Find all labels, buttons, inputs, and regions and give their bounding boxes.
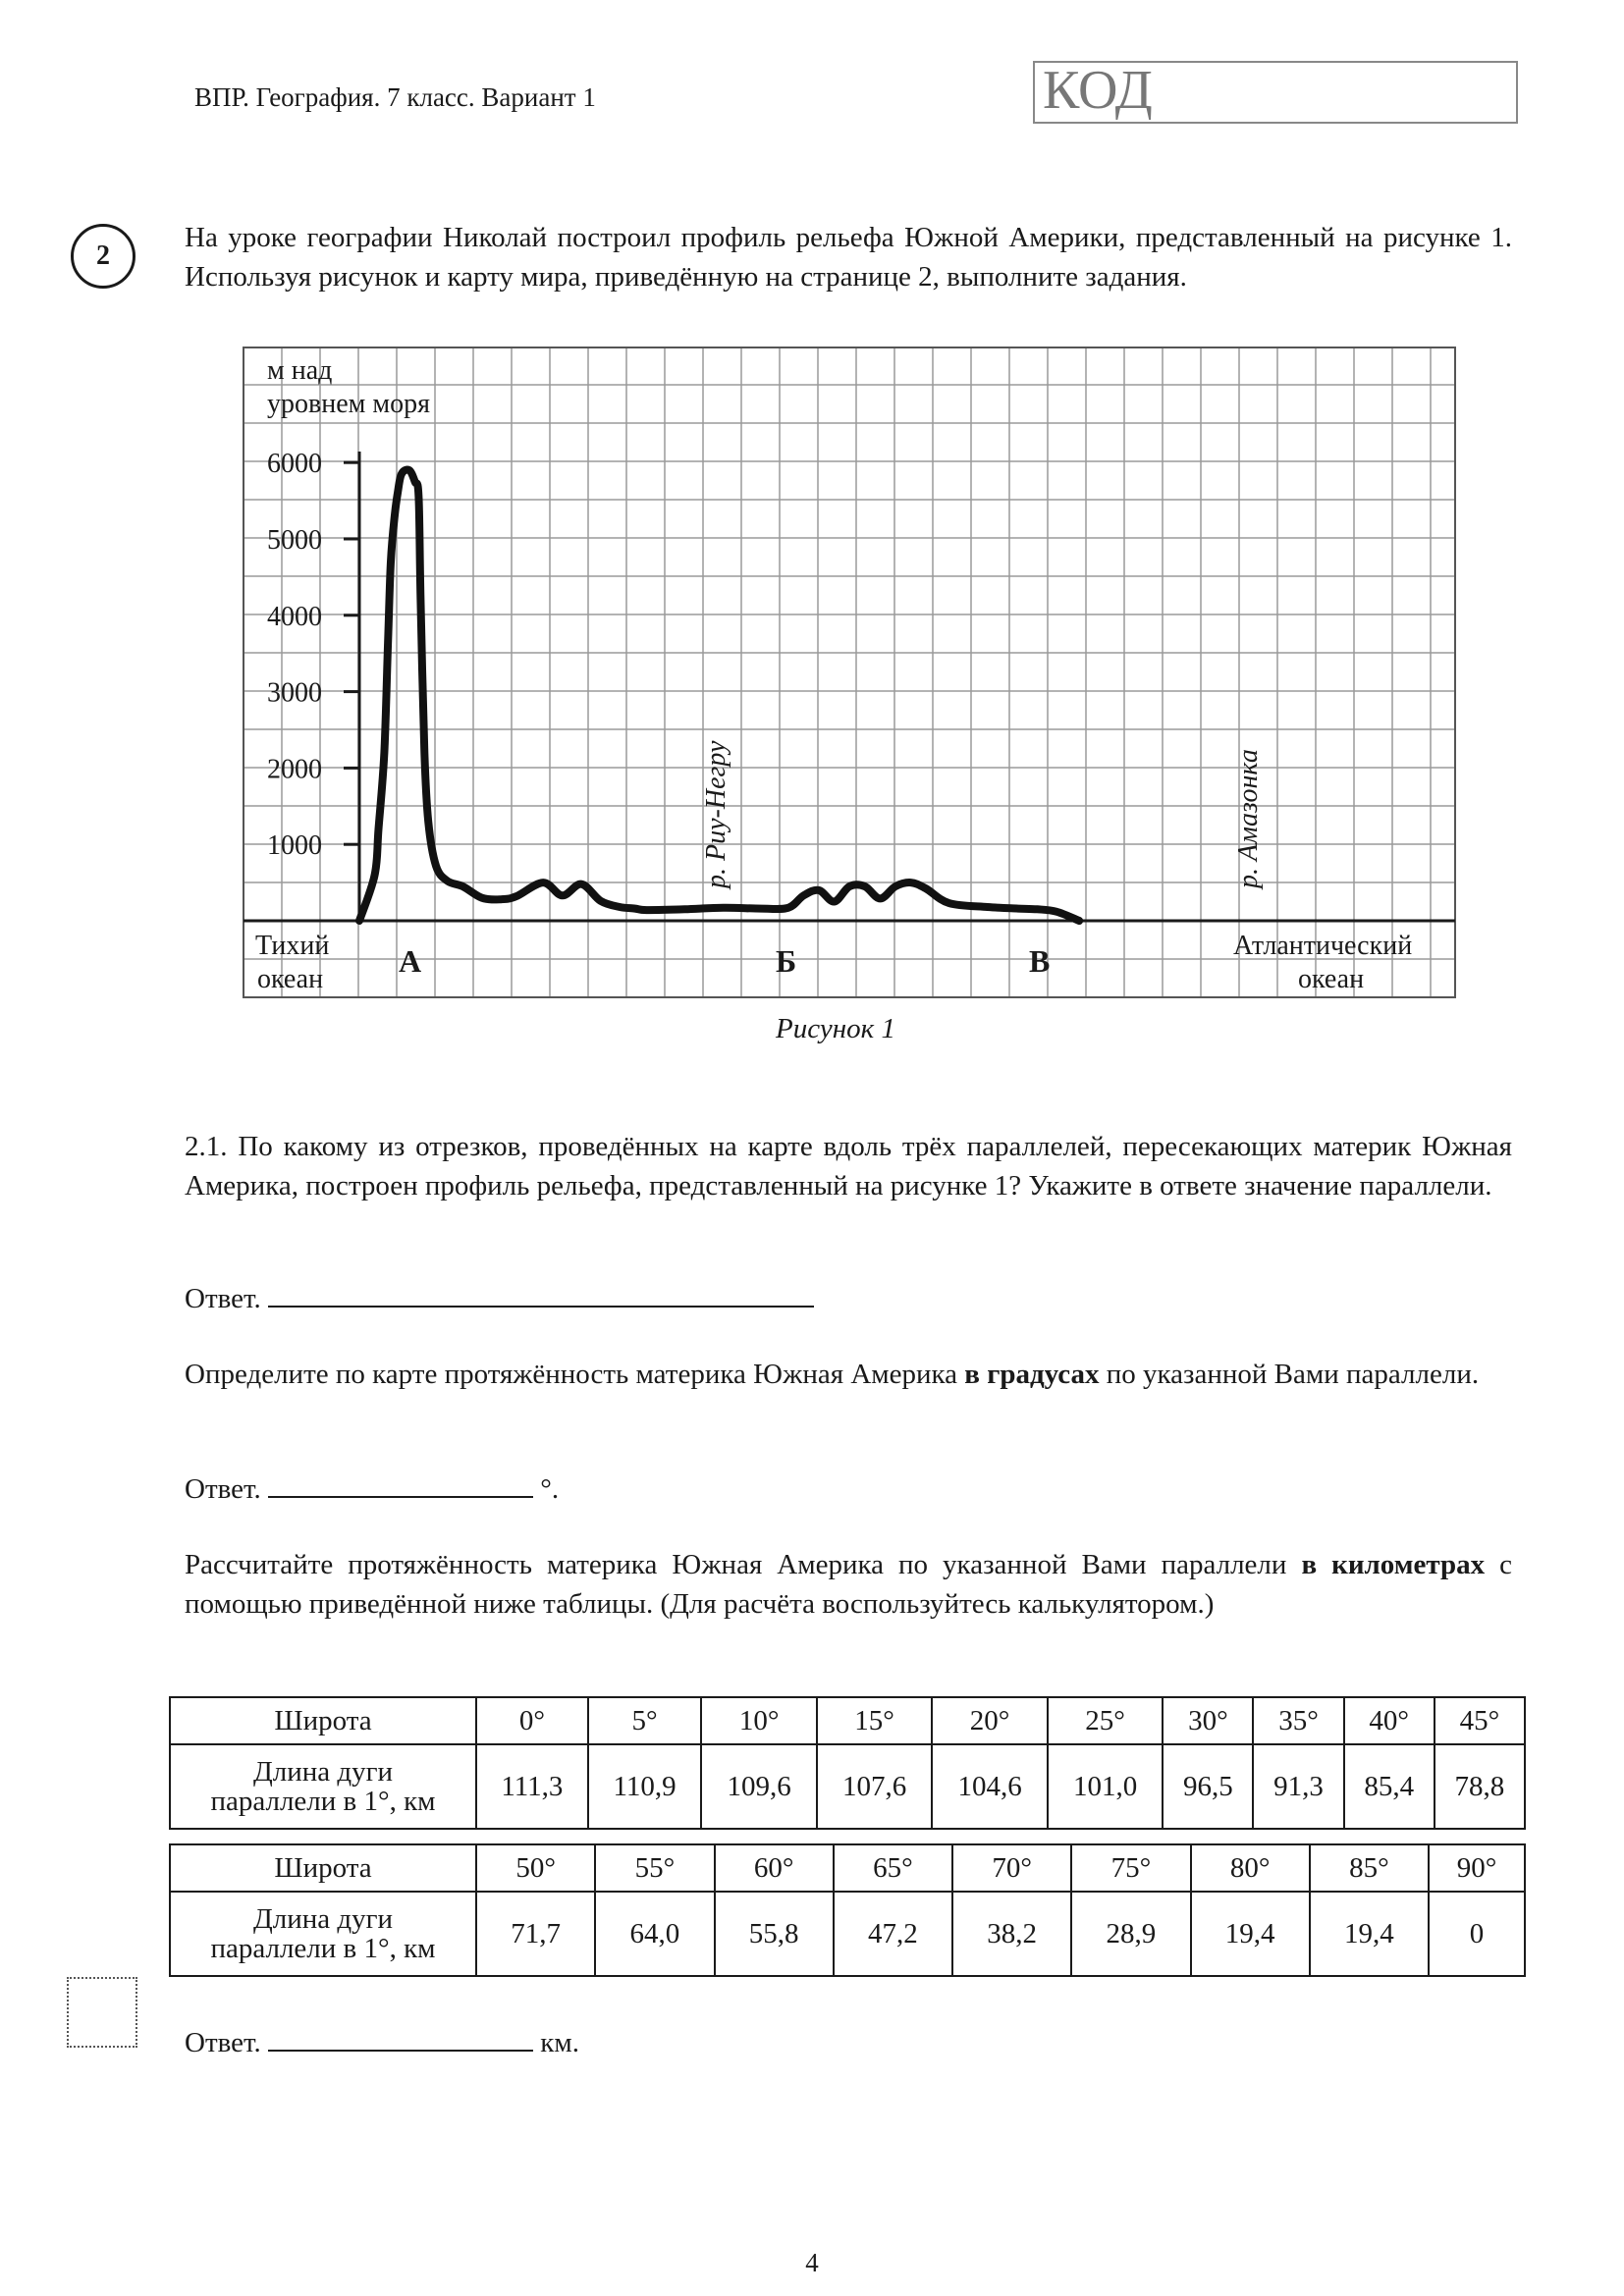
table-cell-arc-length: 0 bbox=[1429, 1892, 1525, 1976]
arc-header-line2: параллели в 1°, км bbox=[210, 1786, 436, 1817]
question-km-part1: Рассчитайте протяжённость материка Южная Америка по указанной Вами параллели bbox=[185, 1549, 1302, 1580]
table-cell-latitude: 55° bbox=[595, 1844, 714, 1892]
table-cell-arc-length: 64,0 bbox=[595, 1892, 714, 1976]
table-row-arc-length bbox=[170, 1744, 1525, 1829]
table-cell-latitude: 85° bbox=[1310, 1844, 1429, 1892]
river-label-rio-negro: р. Риу-Негру bbox=[701, 740, 731, 888]
table-cell-latitude: 70° bbox=[952, 1844, 1071, 1892]
question-degrees-bold: в градусах bbox=[964, 1359, 1100, 1390]
atlantic-ocean-label-line2: океан bbox=[1298, 964, 1365, 994]
score-box[interactable] bbox=[67, 1977, 137, 2048]
segment-label-a: А bbox=[399, 943, 422, 979]
table-cell-arc-length: 78,8 bbox=[1435, 1744, 1525, 1829]
header-title: ВПР. География. 7 класс. Вариант 1 bbox=[194, 82, 596, 112]
table-cell-latitude: 50° bbox=[476, 1844, 595, 1892]
figure-caption: Рисунок 1 bbox=[776, 1013, 895, 1044]
table-cell-arc-length: 111,3 bbox=[476, 1744, 588, 1829]
y-axis-tick-label: 4000 bbox=[267, 601, 322, 632]
pacific-ocean-label-line2: океан bbox=[257, 964, 324, 994]
river-label-amazon: р. Амазонка bbox=[1233, 749, 1264, 888]
arc-header-line1: Длина дуги bbox=[252, 1903, 394, 1935]
answer-line-parallel bbox=[185, 1278, 814, 1315]
table-cell-arc-length: 28,9 bbox=[1071, 1892, 1190, 1976]
question-degrees bbox=[185, 1355, 1512, 1394]
relief-profile-chart bbox=[0, 0, 1624, 1080]
table-cell-arc-length: 110,9 bbox=[588, 1744, 702, 1829]
question-km bbox=[185, 1545, 1512, 1624]
table-cell-latitude: 35° bbox=[1253, 1697, 1343, 1744]
table-cell-arc-length: 19,4 bbox=[1310, 1892, 1429, 1976]
y-axis-tick-label: 6000 bbox=[267, 449, 322, 480]
answer-line-km bbox=[185, 2022, 579, 2059]
answer-field-parallel[interactable] bbox=[268, 1278, 814, 1308]
table-cell-latitude: 40° bbox=[1344, 1697, 1435, 1744]
y-axis-tick-label: 5000 bbox=[267, 525, 322, 556]
y-axis-label-line1: м над bbox=[267, 355, 333, 386]
answer-label: Ответ. bbox=[185, 2027, 261, 2058]
question-2-1: 2.1. По какому из отрезков, проведённых на карте вдоль трёх параллелей, пересекающих материк Южная Америка, построен профиль рельефа, представленный на рисунке 1? Укажите в ответе значение параллели. bbox=[185, 1131, 1512, 1201]
question-degrees-part1: Определите по карте протяжённость материка Южная Америка bbox=[185, 1359, 965, 1390]
table-cell-latitude: 0° bbox=[476, 1697, 588, 1744]
table-cell-arc-length: 107,6 bbox=[817, 1744, 932, 1829]
km-mark: км. bbox=[540, 2027, 579, 2058]
code-label: КОД bbox=[1043, 60, 1153, 121]
table-cell-latitude: 80° bbox=[1191, 1844, 1310, 1892]
task-number-badge: 2 bbox=[71, 224, 135, 289]
table-cell-arc-length: 19,4 bbox=[1191, 1892, 1310, 1976]
table-cell-arc-length: 91,3 bbox=[1253, 1744, 1343, 1829]
segment-label-v: В bbox=[1029, 943, 1051, 979]
answer-field-km[interactable] bbox=[268, 2022, 533, 2052]
latitude-table-1 bbox=[169, 1696, 1526, 1830]
table-row-latitude bbox=[170, 1697, 1525, 1744]
table-cell-latitude: 25° bbox=[1048, 1697, 1163, 1744]
question-degrees-part2: по указанной Вами параллели. bbox=[1099, 1359, 1480, 1390]
table-cell-arc-length: 101,0 bbox=[1048, 1744, 1163, 1829]
table-cell-latitude: 75° bbox=[1071, 1844, 1190, 1892]
arc-header-line1: Длина дуги bbox=[252, 1756, 394, 1788]
table-cell-latitude: 5° bbox=[588, 1697, 702, 1744]
table-cell-arc-length: 55,8 bbox=[715, 1892, 834, 1976]
answer-line-degrees bbox=[185, 1468, 559, 1506]
degree-mark: °. bbox=[540, 1473, 560, 1505]
table-cell-latitude: 65° bbox=[834, 1844, 952, 1892]
table-cell-latitude: 10° bbox=[701, 1697, 816, 1744]
table-header-latitude: Широта bbox=[170, 1697, 476, 1744]
table-cell-latitude: 30° bbox=[1163, 1697, 1253, 1744]
answer-label: Ответ. bbox=[185, 1473, 261, 1505]
table-row-arc-length bbox=[170, 1892, 1525, 1976]
y-axis-label-line2: уровнем моря bbox=[267, 389, 430, 419]
table-cell-latitude: 45° bbox=[1435, 1697, 1525, 1744]
y-axis-tick-label: 1000 bbox=[267, 830, 322, 862]
question-km-bold: в километрах bbox=[1301, 1549, 1486, 1580]
table-row-latitude bbox=[170, 1844, 1525, 1892]
answer-label: Ответ. bbox=[185, 1283, 261, 1314]
table-cell-arc-length: 47,2 bbox=[834, 1892, 952, 1976]
task-intro: На уроке географии Николай построил профиль рельефа Южной Америки, представленный на рисунке 1. Используя рисунок и карту мира, приведённую на странице 2, выполните задания. bbox=[185, 222, 1512, 293]
table-cell-latitude: 60° bbox=[715, 1844, 834, 1892]
table-header-arc-length bbox=[170, 1892, 476, 1976]
table-header-latitude: Широта bbox=[170, 1844, 476, 1892]
answer-field-degrees[interactable] bbox=[268, 1468, 533, 1498]
atlantic-ocean-label-line1: Атлантический bbox=[1233, 931, 1413, 961]
y-axis-tick-label: 3000 bbox=[267, 677, 322, 709]
table-cell-latitude: 15° bbox=[817, 1697, 932, 1744]
table-cell-arc-length: 109,6 bbox=[701, 1744, 816, 1829]
table-cell-arc-length: 104,6 bbox=[932, 1744, 1047, 1829]
table-header-arc-length bbox=[170, 1744, 476, 1829]
arc-header-line2: параллели в 1°, км bbox=[210, 1933, 436, 1964]
question-km-part2: с помощью приведённой ниже таблицы. (Для расчёта воспользуйтесь калькулятором.) bbox=[185, 1549, 1512, 1620]
page-number: 4 bbox=[805, 2248, 819, 2277]
pacific-ocean-label-line1: Тихий bbox=[255, 931, 330, 961]
table-cell-arc-length: 38,2 bbox=[952, 1892, 1071, 1976]
table-cell-latitude: 90° bbox=[1429, 1844, 1525, 1892]
table-cell-arc-length: 85,4 bbox=[1344, 1744, 1435, 1829]
table-cell-latitude: 20° bbox=[932, 1697, 1047, 1744]
latitude-table-2 bbox=[169, 1843, 1526, 1977]
table-cell-arc-length: 96,5 bbox=[1163, 1744, 1253, 1829]
segment-label-b: Б bbox=[776, 943, 797, 979]
y-axis-tick-label: 2000 bbox=[267, 754, 322, 785]
table-cell-arc-length: 71,7 bbox=[476, 1892, 595, 1976]
